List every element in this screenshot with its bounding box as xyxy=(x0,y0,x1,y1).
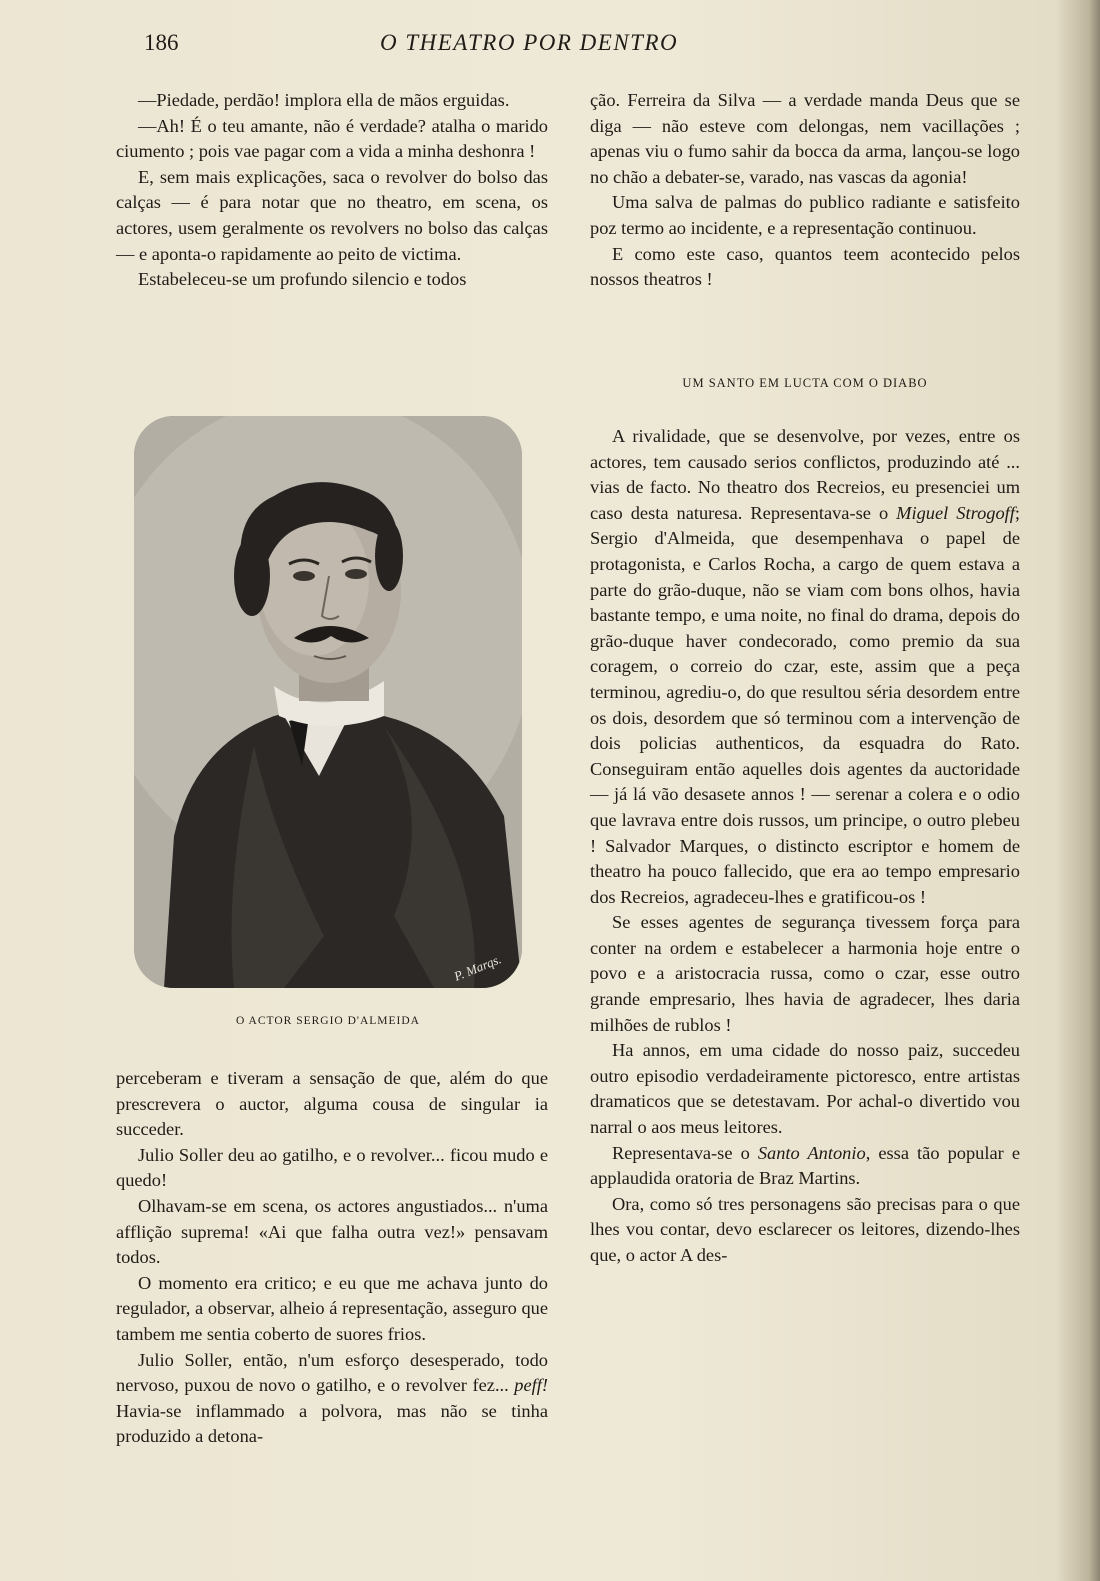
paragraph: Olhavam-se em scena, os actores angustiados... n'uma afflição suprema! «Ai que falha outra vez!» pensavam todos. xyxy=(116,1195,548,1268)
paragraph: E como este caso, quantos teem acontecido pelos nossos theatros ! xyxy=(590,243,1020,290)
paragraph: O momento era critico; e eu que me achava junto do regulador, a observar, alheio á representação, asseguro que tambem me sentia coberto de suores frios. xyxy=(116,1272,548,1344)
text-run: ; Sergio d'Almeida, que desempenhava o papel de protagonista, e Carlos Rocha, a cargo de quem estava a parte do grão-duque, não se viam com bons olhos, havia bastante tempo, e uma noite, no final do drama, depois do grão-duque haver condecorado, como premio da sua coragem, o correio do czar, este, assim que a peça terminou, agrediu-o, do que resultou séria desordem entre os dois, desordem que só terminou com a intervenção de dois policias authenticos, da esquadra do Rato. Conseguiram então aquelles dois agentes da auctoridade — já lá vão desasete annos ! — serenar a colera e o odio que lavrava entre dois russos, um principe, o outro plebeu ! Salvador Marques, o distincto escriptor e homem de theatro ha pouco fallecido, que era ao tempo empresario dos Recreios, agradeceu-lhes e gratificou-os ! xyxy=(590,502,1020,907)
text-run: , essa tão popular e applaudida oratoria de Braz Martins. xyxy=(590,1142,1020,1189)
right-column-bottom xyxy=(590,424,1020,1269)
section-heading: UM SANTO EM LUCTA COM O DIABO xyxy=(682,376,928,390)
text-run: Havia-se inflammado a polvora, mas não se tinha produzido a detona- xyxy=(116,1400,548,1447)
paragraph: Julio Soller deu ao gatilho, e o revolver... ficou mudo e quedo! xyxy=(116,1144,548,1191)
paragraph: ção. Ferreira da Silva — a verdade manda Deus que se diga — não esteve com delongas, nem vacillações ; apenas viu o fumo sahir da bocca da arma, lançou-se logo no chão a debater-se, varado, nas vascas da agonia! xyxy=(590,90,1020,187)
paragraph: —Piedade, perdão! implora ella de mãos erguidas. xyxy=(138,90,510,110)
paragraph xyxy=(116,1348,548,1450)
left-column-top xyxy=(116,88,548,293)
paragraph: E, sem mais explicações, saca o revolver do bolso das calças — é para notar que no theatro, em scena, os actores, usem geralmente os revolvers no bolso das calças — e aponta-o rapidamente ao peito de victima. xyxy=(116,166,548,264)
portrait-caption: O ACTOR SERGIO D'ALMEIDA xyxy=(236,1015,420,1027)
italic-text: peff! xyxy=(514,1375,548,1396)
page-header xyxy=(140,30,1040,64)
italic-text: Miguel Strogoff xyxy=(896,502,1015,523)
left-column-bottom xyxy=(116,1066,548,1450)
portrait-photo xyxy=(134,416,522,988)
text-run: Julio Soller, então, n'um esforço desesperado, todo nervoso, puxou de novo o gatilho, e o revolver fez... xyxy=(116,1349,548,1396)
page-number: 186 xyxy=(144,30,179,55)
italic-text: Santo Antonio xyxy=(757,1142,866,1163)
paragraph: Ha annos, em uma cidade do nosso paiz, succedeu outro episodio verdadeiramente pictoresco, entre artistas dramaticos que se detestavam. Por achal-o divertido vou narral o aos meus leitores. xyxy=(590,1040,1020,1138)
paragraph xyxy=(590,424,1020,910)
paragraph: Estabeleceu-se um profundo silencio e todos xyxy=(138,269,467,290)
running-title: O THEATRO POR DENTRO xyxy=(380,30,679,55)
paragraph xyxy=(590,1141,1020,1192)
text-run: A rivalidade, que se desenvolve, por vezes, entre os actores, tem causado serios conflictos, produzindo até ... vias de facto. No theatro dos Recreios, eu presenciei um caso desta naturesa. Representava-se o xyxy=(590,426,1020,523)
photographer-signature: P. Marqs. xyxy=(451,951,503,984)
text-run: Representava-se o xyxy=(612,1142,758,1163)
portrait-illustration xyxy=(134,416,522,988)
paragraph: Ora, como só tres personagens são precisas para o que lhes vou contar, devo esclarecer os leitores, dizendo-lhes que, o actor A des- xyxy=(590,1193,1020,1265)
paragraph: perceberam e tiveram a sensação de que, além do que prescrevera o auctor, alguma cousa de singular ia succeder. xyxy=(116,1068,548,1140)
paragraph: Uma salva de palmas do publico radiante e satisfeito poz termo ao incidente, e a representação continuou. xyxy=(590,192,1020,238)
paragraph: Se esses agentes de segurança tivessem força para conter na ordem e estabelecer a harmonia hoje entre o povo e a aristocracia russa, como o czar, esse outro grande empresario, lhes havia de agradecer, lhes daria milhões de rublos ! xyxy=(590,912,1020,1035)
paragraph: —Ah! É o teu amante, não é verdade? atalha o marido ciumento ; pois vae pagar com a vida a minha deshonra ! xyxy=(116,115,548,162)
right-column-top xyxy=(590,88,1020,293)
